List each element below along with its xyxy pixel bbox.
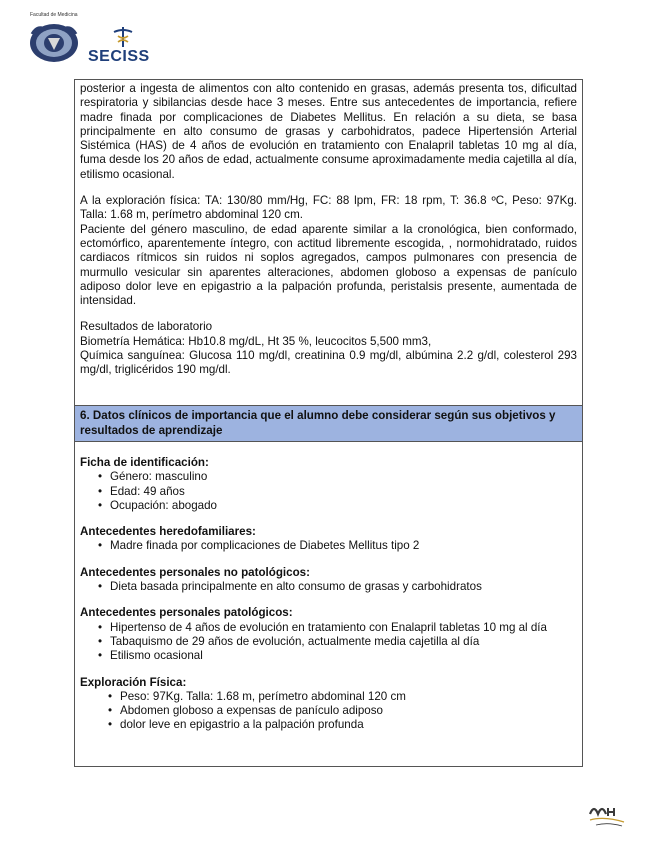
list-item: • Tabaquismo de 29 años de evolución, actualmente media cajetilla al día	[102, 635, 577, 649]
list-item: • Hipertenso de 4 años de evolución en tratamiento con Enalapril tabletas 10 mg al día	[102, 621, 577, 635]
pat-list	[80, 621, 577, 664]
faculty-label: Facultad de Medicina	[30, 12, 78, 18]
exploracion-list	[80, 690, 577, 733]
list-item: • Género: masculino	[102, 470, 577, 484]
exploracion-section	[80, 676, 577, 733]
lab-quimica: Química sanguínea: Glucosa 110 mg/dl, creatinina 0.9 mg/dl, albúmina 2.2 g/dl, colesterol 293 mg/dl, triglicéridos 190 mg/dl.	[80, 349, 577, 377]
heredo-list	[80, 539, 577, 553]
section-6-header: 6. Datos clínicos de importancia que el alumno debe considerar según sus objetivos y resultados de aprendizaje	[75, 405, 582, 442]
secyss-wordmark: SECISS	[88, 48, 150, 65]
ficha-list	[80, 470, 577, 513]
faculty-crest-logo	[28, 20, 80, 64]
lab-results-heading: Resultados de laboratorio	[80, 320, 213, 334]
lab-biometria: Biometría Hemática: Hb10.8 mg/dL, Ht 35 %, leucocitos 5,500 mm3,	[80, 334, 432, 348]
case-description-cell	[75, 80, 582, 404]
ficha-title: Ficha de identificación:	[80, 456, 209, 469]
list-item: • Madre finada por complicaciones de Diabetes Mellitus tipo 2	[102, 539, 577, 553]
list-item: • Peso: 97Kg. Talla: 1.68 m, perímetro abdominal 120 cm	[112, 690, 577, 704]
patologicos-section	[80, 606, 577, 663]
no-patologicos-section	[80, 566, 577, 595]
list-item: • Etilismo ocasional	[102, 649, 577, 663]
caduceus-icon	[106, 26, 140, 48]
no-pat-title: Antecedentes personales no patológicos:	[80, 565, 310, 579]
page-header	[28, 12, 328, 64]
clinical-data-cell	[75, 456, 582, 745]
heredofamiliares-section	[80, 525, 577, 554]
list-item: • Ocupación: abogado	[102, 499, 577, 513]
case-paragraph-vitals: A la exploración física: TA: 130/80 mm/Hg, FC: 88 lpm, FR: 18 rpm, T: 36.8 ºC, Peso: 97Kg. Talla: 1.68 m, perímetro abdominal 120 cm.	[80, 194, 577, 222]
exploracion-title: Exploración Física:	[80, 675, 187, 689]
pat-title: Antecedentes personales patológicos:	[80, 606, 293, 620]
ficha-section	[80, 456, 577, 513]
case-table	[74, 79, 583, 767]
heredo-title: Antecedentes heredofamiliares:	[80, 525, 256, 539]
case-paragraph-history: posterior a ingesta de alimentos con alto contenido en grasas, además presenta tos, dificultad respiratoria y sibilancias desde hace 3 meses. Entre sus antecedentes de importancia, refiere madre finada por complicaciones de Diabetes Mellitus. En relación a su dieta, se basa principalmente en alto consumo de grasas y carbohidratos, padece Hipertensión Arterial Sistémica (HAS) de 4 años de evolución en tratamiento con Enalapril tabletas 10 mg al día, fuma desde los 20 años de edad, actualmente consume aproximadamente media cajetilla al día, etilismo ocasional.	[80, 82, 577, 181]
list-item: • Dieta basada principalmente en alto consumo de grasas y carbohidratos	[102, 580, 577, 594]
no-pat-list	[80, 580, 577, 594]
university-footer-logo	[586, 802, 628, 828]
list-item: • Abdomen globoso a expensas de panículo adiposo	[112, 704, 577, 718]
case-paragraph-exam: Paciente del género masculino, de edad aparente similar a la cronológica, bien conformado, ectomórfico, aparentemente íntegro, con actitud libremente escogida, , normohidratado, ruidos cardiacos rítmicos sin ruidos ni soplos agregados, campos pulmonares con presencia de murmullo vesicular sin aparentes alteraciones, abdomen globoso a expensas de panículo adiposo dolor leve en epigastrio a la palpación profunda, peristalsis presente, aumentada de intensidad.	[80, 222, 577, 308]
secyss-logo	[88, 26, 158, 66]
list-item: • Edad: 49 años	[102, 485, 577, 499]
list-item: • dolor leve en epigastrio a la palpación profunda	[112, 718, 577, 732]
